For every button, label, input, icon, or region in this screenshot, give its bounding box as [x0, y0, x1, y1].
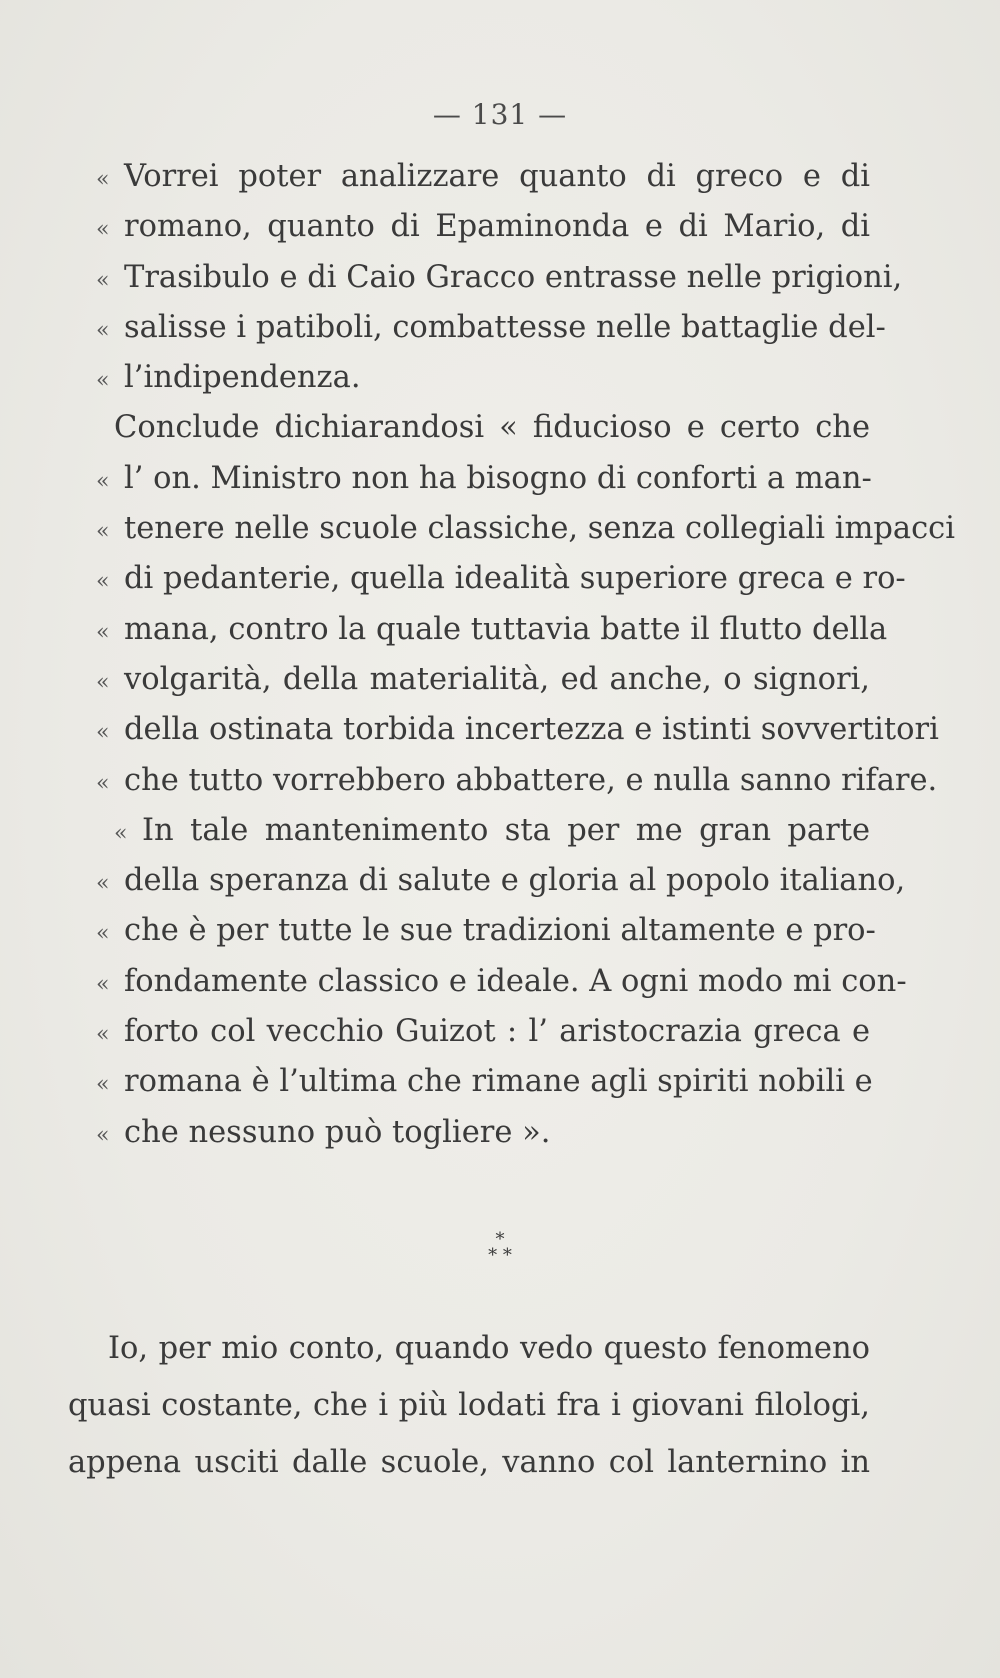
- line-text: salisse i patiboli, combattesse nelle battaglie del-: [124, 309, 886, 345]
- text-line: [96, 806, 870, 856]
- line-text: di pedanterie, quella idealità superiore greca e ro-: [124, 561, 906, 597]
- text-line: [68, 1377, 870, 1434]
- quote-mark: «: [96, 1022, 110, 1048]
- line-text: romana è l’ultima che rimane agli spiriti nobili e: [124, 1064, 873, 1100]
- quote-mark: «: [96, 770, 110, 796]
- asterisk-bottom: * *: [488, 1245, 512, 1266]
- text-line: [96, 554, 906, 604]
- quote-mark: «: [114, 820, 128, 846]
- line-text: mana, contro la quale tuttavia batte il flutto della: [124, 611, 888, 647]
- line-text: che è per tutte le sue tradizioni altamente e pro-: [124, 913, 876, 949]
- line-text: Io, per mio conto, quando vedo questo fenomeno: [108, 1331, 870, 1366]
- line-text: quasi costante, che i più lodati fra i giovani filologi,: [68, 1388, 870, 1423]
- quote-mark: «: [96, 971, 110, 997]
- text-line: [96, 253, 903, 303]
- text-line: [96, 454, 870, 504]
- quote-mark: «: [96, 368, 110, 394]
- quote-mark: «: [96, 1122, 110, 1148]
- text-line: [96, 957, 907, 1007]
- section-separator: [0, 1229, 1000, 1266]
- body-paragraph: [68, 1320, 870, 1491]
- line-text: Trasibulo e di Caio Gracco entrasse nelle prigioni,: [124, 259, 903, 295]
- text-line: [96, 202, 870, 252]
- quote-mark: «: [96, 669, 110, 695]
- quote-mark: «: [96, 317, 110, 343]
- text-line: [96, 655, 870, 705]
- line-text: tenere nelle scuole classiche, senza collegiali impacci: [124, 511, 956, 547]
- line-text: volgarità, della materialità, ed anche, o signori,: [124, 661, 870, 697]
- line-text: che tutto vorrebbero abbattere, e nulla sanno rifare.: [124, 762, 938, 798]
- line-text: della speranza di salute e gloria al popolo italiano,: [124, 863, 906, 899]
- quote-mark: «: [96, 569, 110, 595]
- text-line: [96, 756, 938, 806]
- line-text: forto col vecchio Guizot : l’ aristocrazia greca e: [124, 1014, 870, 1050]
- line-text: l’indipendenza.: [124, 360, 361, 396]
- line-text: appena usciti dalle scuole, vanno col lanternino in: [68, 1445, 870, 1480]
- asterisk-top: *: [495, 1229, 505, 1250]
- line-text: Conclude dichiarandosi « fiducioso e certo che: [114, 410, 870, 446]
- text-line: [96, 1057, 873, 1107]
- quote-mark: «: [96, 921, 110, 947]
- text-line: [96, 856, 906, 906]
- line-text: Vorrei poter analizzare quanto di greco e di: [124, 159, 870, 194]
- text-line: [96, 1007, 870, 1057]
- text-line: [96, 303, 886, 353]
- quote-mark: «: [96, 720, 110, 746]
- quote-mark: «: [96, 519, 110, 545]
- line-text: romano, quanto di Epaminonda e di Mario, di: [124, 209, 870, 245]
- text-line: [96, 1108, 870, 1158]
- quote-mark: «: [96, 167, 110, 192]
- page-number: — 131 —: [432, 98, 568, 131]
- text-line: [96, 504, 956, 554]
- quote-mark: «: [96, 468, 110, 494]
- line-text: In tale mantenimento sta per me gran parte: [142, 812, 870, 848]
- text-line: [68, 1434, 870, 1491]
- text-line: [96, 906, 876, 956]
- line-text: che nessuno può togliere ».: [124, 1114, 551, 1150]
- line-text: fondamente classico e ideale. A ogni modo mi con-: [124, 963, 907, 999]
- text-line: [68, 1320, 870, 1377]
- line-text: della ostinata torbida incertezza e istinti sovvertitori: [124, 712, 939, 748]
- quote-mark: «: [96, 217, 110, 243]
- quote-mark: «: [96, 619, 110, 645]
- text-line: [96, 353, 870, 403]
- quote-mark: «: [96, 267, 110, 293]
- text-line: [96, 403, 870, 453]
- text-line: [96, 605, 888, 655]
- quote-mark: «: [96, 871, 110, 897]
- line-text: l’ on. Ministro non ha bisogno di conforti a man-: [124, 460, 872, 496]
- text-line: [96, 152, 870, 202]
- text-line: [96, 705, 939, 755]
- quote-mark: «: [96, 1072, 110, 1098]
- quoted-passage: [96, 152, 956, 1158]
